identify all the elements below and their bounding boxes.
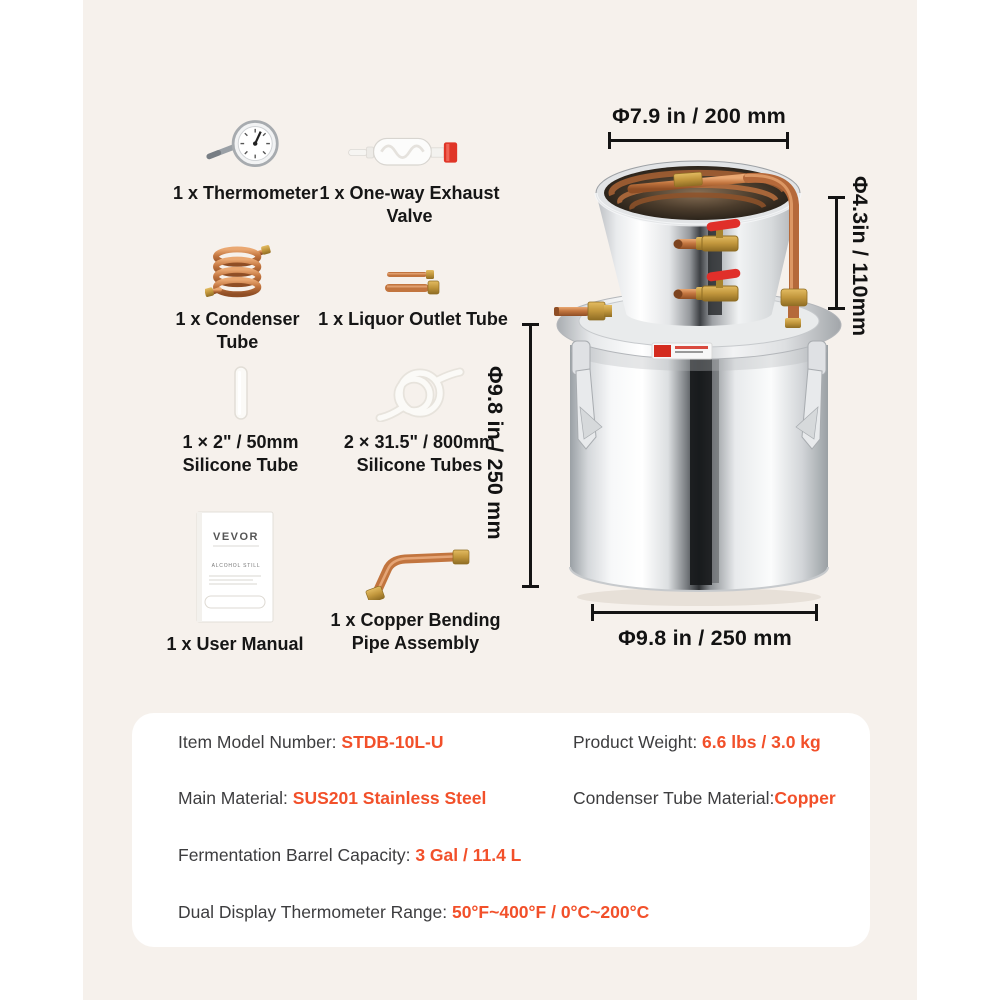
- long-silicone-tubes-icon: [372, 360, 467, 422]
- bottom-diameter-label: Φ9.8 in / 250 mm: [618, 626, 792, 650]
- top-diameter-label: Φ7.9 in / 200 mm: [612, 104, 786, 128]
- included-item-exhaust-valve: [302, 109, 517, 228]
- included-item-thermometer: [168, 109, 323, 205]
- item-label: 1 x Condenser Tube: [175, 309, 300, 352]
- condenser-tube-icon: [205, 237, 271, 299]
- spec-label: Fermentation Barrel Capacity:: [178, 845, 416, 865]
- spec-label: Dual Display Thermometer Range:: [178, 902, 452, 922]
- spec-fermentation-barrel-capacity: [178, 844, 521, 866]
- spec-value: Copper: [774, 788, 836, 808]
- specifications-card: [132, 713, 870, 947]
- warning-sticker: [652, 343, 712, 359]
- included-item-condenser-tube: [160, 237, 315, 354]
- spec-label: Product Weight:: [573, 732, 703, 752]
- left-height-dimension-line: [529, 323, 532, 588]
- right-height-dimension-line: [835, 196, 838, 310]
- spec-value: 50°F~400°F / 0°C~200°C: [451, 902, 650, 922]
- one-way-exhaust-valve-icon: [347, 109, 472, 173]
- item-label: 1 x Thermometer: [172, 183, 319, 203]
- spec-value: 6.6 lbs / 3.0 kg: [702, 732, 821, 752]
- user-manual-icon: [195, 510, 275, 624]
- item-label-line1: 1 × 2" / 50mm: [182, 432, 299, 452]
- included-item-liquor-outlet-tube: [318, 237, 508, 331]
- manual-brand-text: VEVOR: [212, 531, 260, 543]
- spec-condenser-tube-material: [573, 787, 836, 809]
- left-height-label: Φ9.8 in / 250 mm: [483, 366, 507, 540]
- item-label-line2: Pipe Assembly: [351, 633, 480, 653]
- item-label-line2: Silicone Tube: [182, 455, 299, 475]
- copper-bending-pipe-icon: [361, 536, 471, 600]
- item-label: 1 x Liquor Outlet Tube: [318, 309, 508, 329]
- thermometer-icon: [200, 109, 292, 173]
- included-item-long-silicone-tubes: [332, 360, 507, 477]
- top-diameter-dimension-line: [608, 139, 789, 142]
- manual-title-text: ALCOHOL STILL: [211, 563, 261, 569]
- spec-value: 3 Gal / 11.4 L: [415, 845, 522, 865]
- item-label-line1: 1 x Copper Bending: [330, 610, 501, 630]
- item-label: 1 x One-way Exhaust Valve: [319, 183, 500, 226]
- moonshine-still-product-image: [540, 145, 850, 610]
- spec-label: Item Model Number:: [178, 732, 342, 752]
- spec-thermometer-range: [178, 901, 649, 923]
- spec-product-weight: [573, 731, 821, 753]
- spec-value: SUS201 Stainless Steel: [292, 788, 487, 808]
- spec-main-material: [178, 787, 486, 809]
- spec-item-model-number: [178, 731, 443, 753]
- spec-value: STDB-10L-U: [341, 732, 444, 752]
- right-height-label: Φ4.3in / 110mm: [848, 176, 872, 337]
- item-label-line2: Silicone Tubes: [356, 455, 483, 475]
- item-label: 1 x User Manual: [166, 634, 304, 654]
- spec-label: Main Material:: [178, 788, 293, 808]
- included-item-user-manual: [165, 510, 305, 656]
- item-label-line1: 2 × 31.5" / 800mm: [343, 432, 496, 452]
- bottom-diameter-dimension-line: [591, 611, 818, 614]
- spec-label: Condenser Tube Material:: [573, 788, 775, 808]
- liquor-outlet-tube-icon: [383, 237, 443, 299]
- short-silicone-tube-icon: [230, 360, 252, 422]
- included-item-short-silicone-tube: [168, 360, 313, 477]
- included-item-copper-bending-pipe: [328, 536, 503, 655]
